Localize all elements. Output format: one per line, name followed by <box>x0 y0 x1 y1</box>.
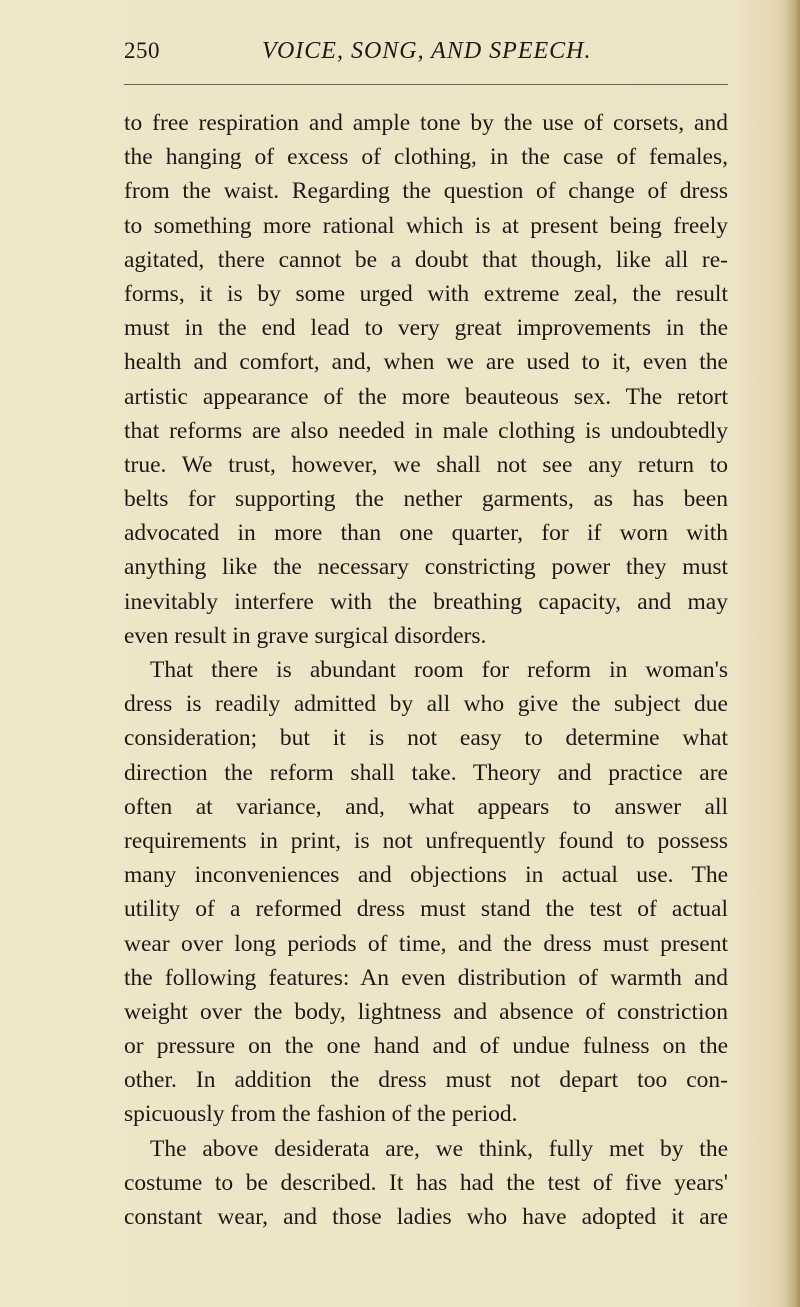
text-line: wear over long periods of time, and the dress must present <box>124 930 728 957</box>
text-line: or pressure on the one hand and of undue fulness on the <box>124 1033 728 1060</box>
paragraph-start-line: The above desiderata are, we think, fully met by the <box>150 1135 728 1162</box>
paragraph-start-line: That there is abundant room for reform in woman's <box>150 657 728 683</box>
text-line: health and comfort, and, when we are used to it, even the <box>124 349 728 376</box>
page-header <box>124 36 728 76</box>
text-line: weight over the body, lightness and absence of constriction <box>124 998 728 1025</box>
header-rule <box>124 84 728 85</box>
text-line: artistic appearance of the more beauteous sex. The retort <box>124 383 728 410</box>
text-line: the hanging of excess of clothing, in the case of females, <box>124 144 728 171</box>
text-line: often at variance, and, what appears to answer all <box>124 793 728 820</box>
text-line: advocated in more than one quarter, for if worn with <box>124 520 728 547</box>
text-line: to free respiration and ample tone by the use of corsets, and <box>124 110 728 136</box>
text-line: must in the end lead to very great improvements in the <box>124 315 728 342</box>
text-line: true. We trust, however, we shall not see any return to <box>124 451 728 478</box>
paragraph-end-line: even result in grave surgical disorders. <box>124 622 487 649</box>
text-line: forms, it is by some urged with extreme zeal, the result <box>124 280 728 307</box>
text-line: anything like the necessary constricting power they must <box>124 554 728 581</box>
text-line: utility of a reformed dress must stand the test of actual <box>124 896 728 923</box>
text-line: requirements in print, is not unfrequently found to possess <box>124 827 728 854</box>
running-head: VOICE, SONG, AND SPEECH. <box>262 38 592 64</box>
page-number: 250 <box>124 38 160 63</box>
text-line: many inconveniences and objections in actual use. The <box>124 862 728 889</box>
text-line: costume to be described. It has had the test of five years' <box>124 1169 728 1196</box>
text-line: direction the reform shall take. Theory and practice are <box>124 759 728 786</box>
page-edge-shadow <box>786 0 800 1307</box>
text-line: dress is readily admitted by all who give the subject due <box>124 691 728 718</box>
text-line: other. In addition the dress must not depart too con- <box>124 1067 728 1094</box>
text-line: consideration; but it is not easy to determine what <box>124 725 728 752</box>
text-line: inevitably interfere with the breathing capacity, and may <box>124 588 728 615</box>
text-line: from the waist. Regarding the question of change of dress <box>124 178 728 205</box>
text-line: to something more rational which is at present being freely <box>124 212 728 239</box>
text-line: that reforms are also needed in male clothing is undoubtedly <box>124 417 728 444</box>
text-line: agitated, there cannot be a doubt that though, like all re- <box>124 246 728 273</box>
text-line: belts for supporting the nether garments, as has been <box>124 486 728 513</box>
body-text <box>124 106 728 1234</box>
text-line: the following features: An even distribution of warmth and <box>124 964 728 991</box>
text-line: constant wear, and those ladies who have adopted it are <box>124 1204 728 1230</box>
paragraph-end-line: spicuously from the fashion of the period. <box>124 1101 518 1128</box>
